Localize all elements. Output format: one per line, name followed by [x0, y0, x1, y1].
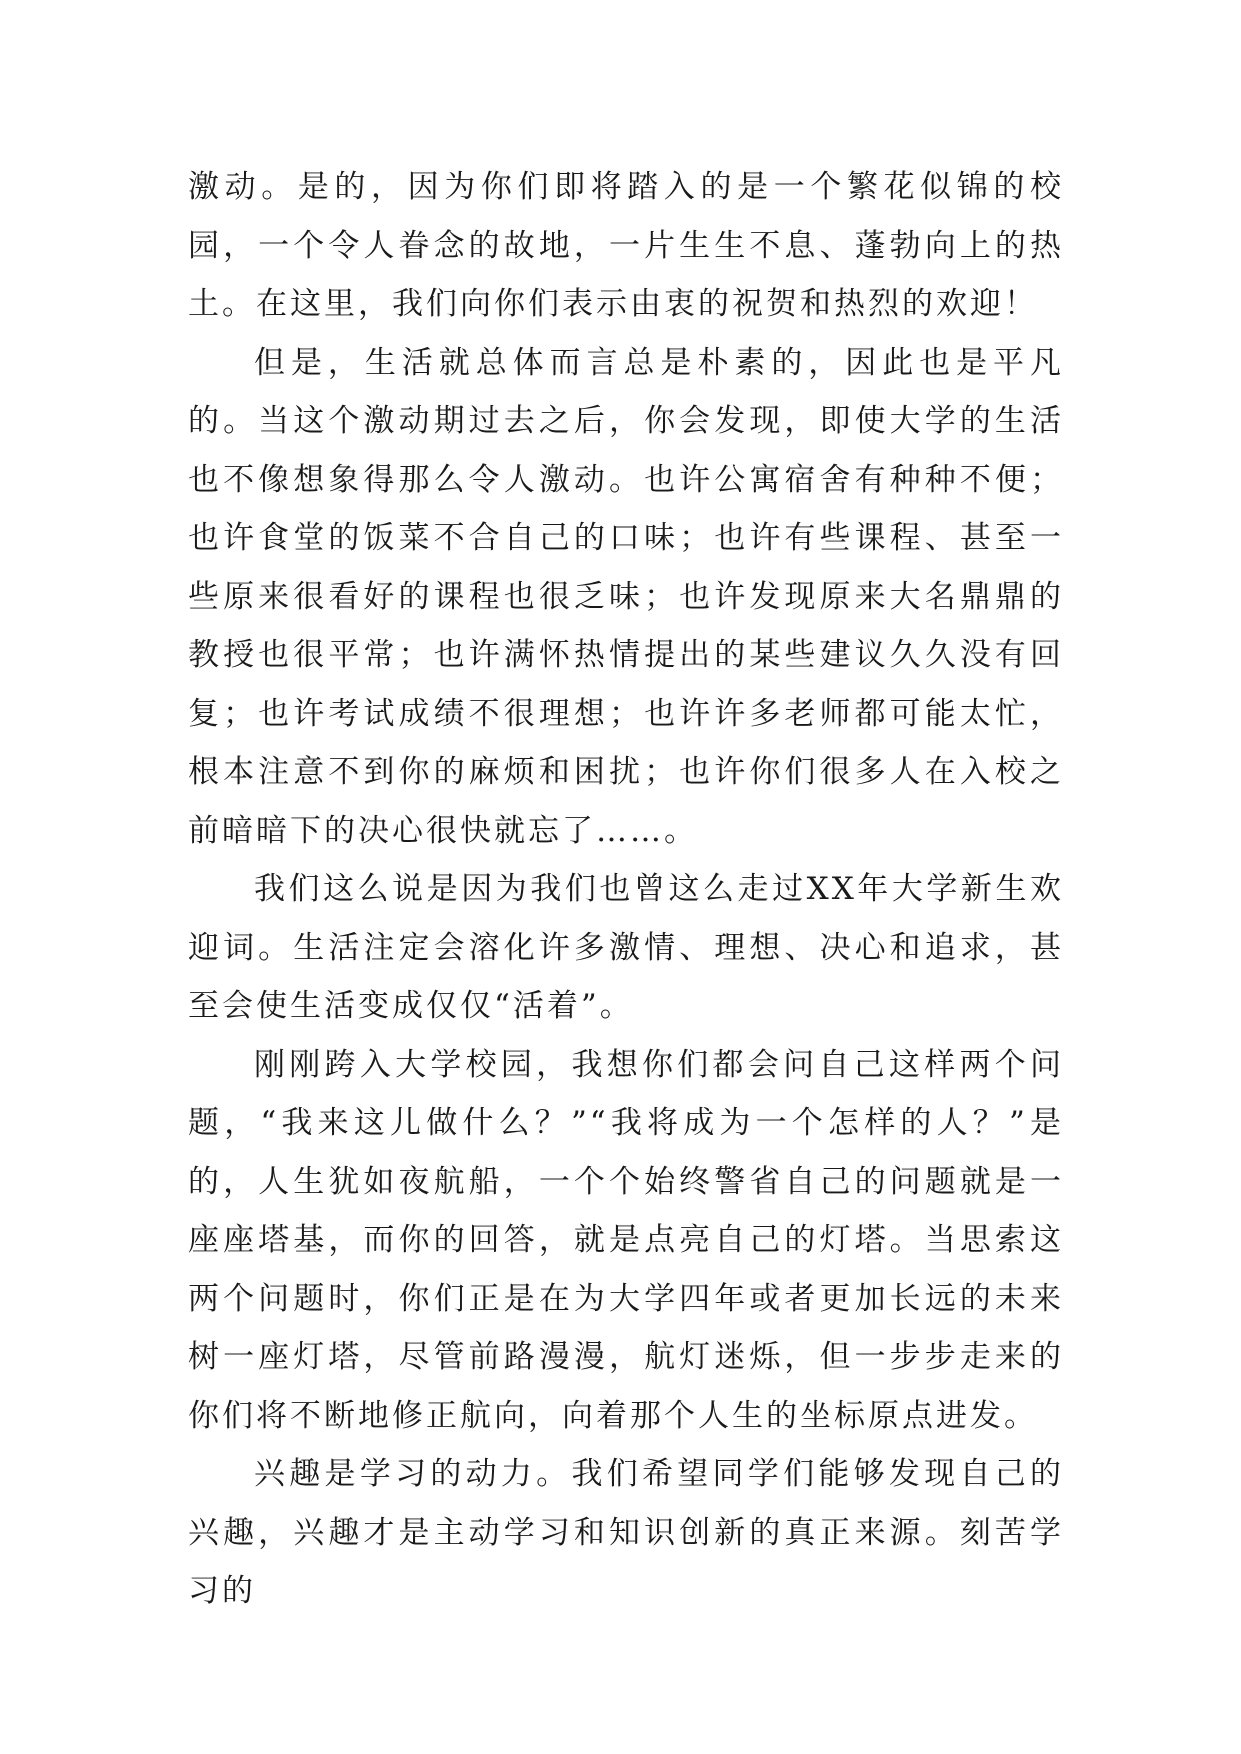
paragraph-2: 但是，生活就总体而言总是朴素的，因此也是平凡的。当这个激动期过去之后，你会发现，即使大学的生活也不像想象得那么令人激动。也许公寓宿舍有种种不便；也许食堂的饭菜不合自己的口味；也许有些课程、甚至一些原来很看好的课程也很乏味；也许发现原来大名鼎鼎的教授也很平常；也许满怀热情提出的某些建议久久没有回复；也许考试成绩不很理想；也许许多老师都可能太忙，根本注意不到你的麻烦和困扰；也许你们很多人在入校之前暗暗下的决心很快就忘了……。 [188, 344, 1064, 849]
document-body [188, 158, 1064, 1621]
paragraph-1: 激动。是的，因为你们即将踏入的是一个繁花似锦的校园，一个令人眷念的故地，一片生生不息、蓬勃向上的热土。在这里，我们向你们表示由衷的祝贺和热烈的欢迎！ [188, 169, 1064, 322]
paragraph-4: 刚刚跨入大学校园，我想你们都会问自己这样两个问题，“我来这儿做什么？”“我将成为一个怎样的人？”是的，人生犹如夜航船，一个个始终警省自己的问题就是一座座塔基，而你的回答，就是点亮自己的灯塔。当思索这两个问题时，你们正是在为大学四年或者更加长远的未来树一座灯塔，尽管前路漫漫，航灯迷烁，但一步步走来的你们将不断地修正航向，向着那个人生的坐标原点进发。 [188, 1046, 1064, 1434]
paragraph-5: 兴趣是学习的动力。我们希望同学们能够发现自己的兴趣，兴趣才是主动学习和知识创新的真正来源。刻苦学习的 [188, 1456, 1064, 1609]
paragraph-3: 我们这么说是因为我们也曾这么走过XX年大学新生欢迎词。生活注定会溶化许多激情、理想、决心和追求，甚至会使生活变成仅仅“活着”。 [188, 871, 1064, 1024]
